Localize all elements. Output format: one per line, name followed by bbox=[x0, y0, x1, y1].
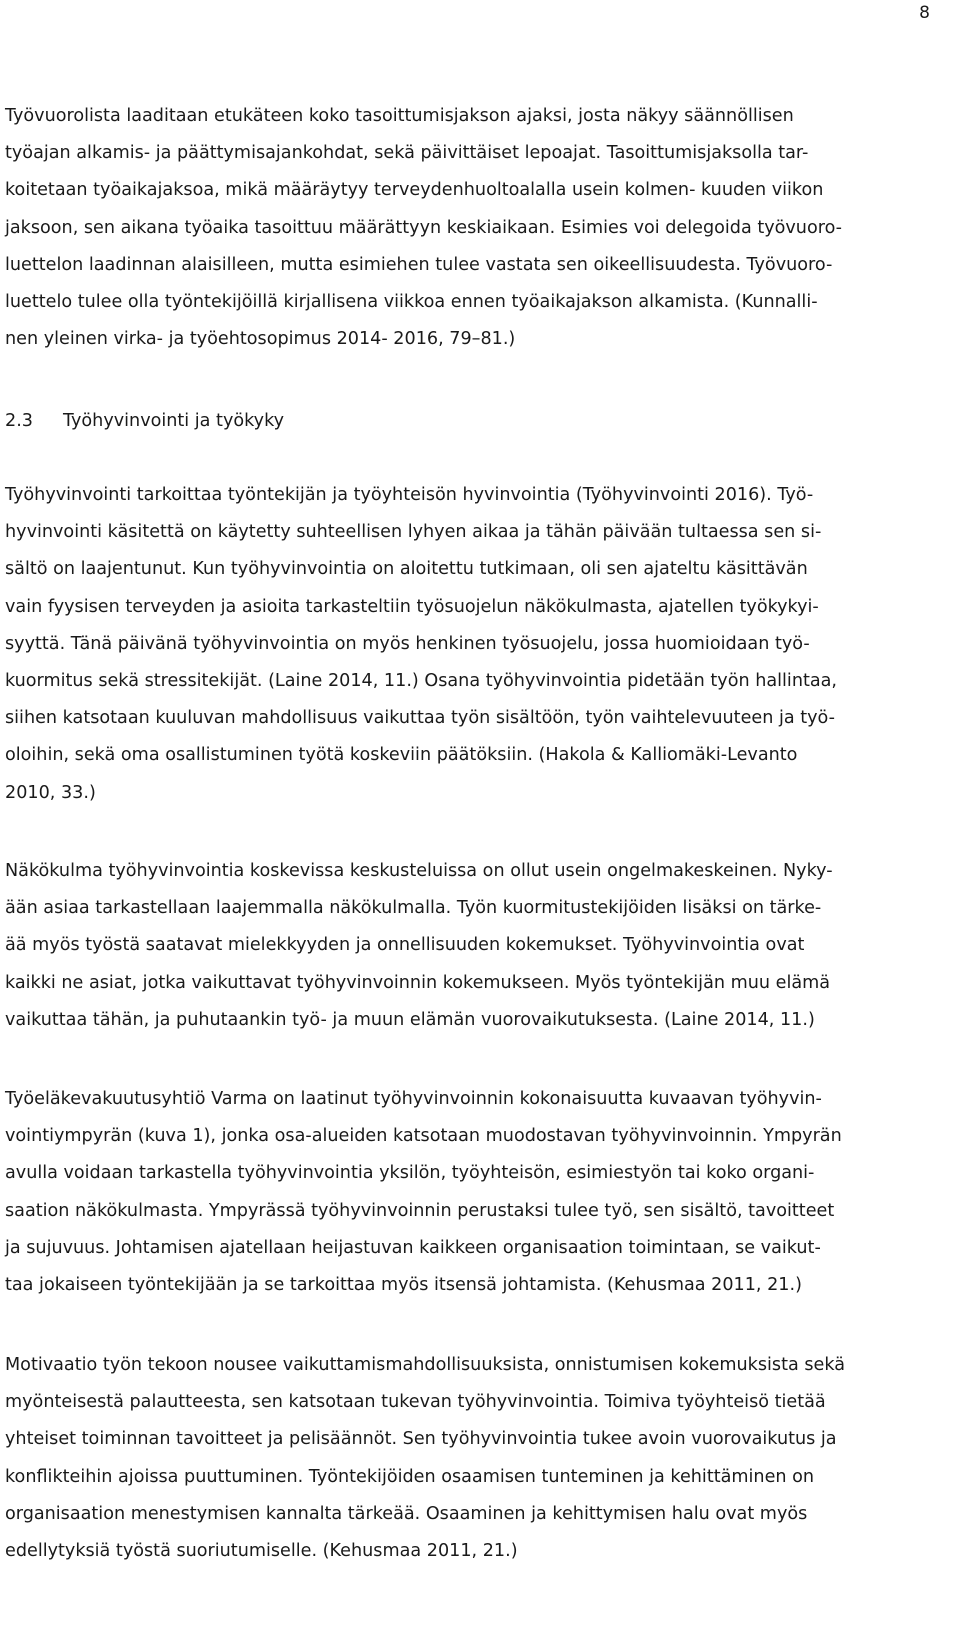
text-line: konflikteihin ajoissa puuttuminen. Työntekijöiden osaamisen tunteminen ja kehittäminen on bbox=[5, 1466, 815, 1487]
text-line: Motivaatio työn tekoon nousee vaikuttamismahdollisuuksista, onnistumisen kokemuksista sekä bbox=[5, 1355, 846, 1375]
text-line: Työhyvinvointi tarkoittaa työntekijän ja työyhteisön hyvinvointia (Työhyvinvointi 2016). Työ- bbox=[5, 485, 814, 505]
paragraph-3 bbox=[5, 1081, 925, 1304]
text-line: hyvinvointi käsitettä on käytetty suhteellisen lyhyen aikaa ja tähän päivään tultaessa sen si- bbox=[5, 522, 822, 543]
text-line: saation näkökulmasta. Ympyrässä työhyvinvoinnin perustaksi tulee työ, sen sisältö, tavoitteet bbox=[5, 1200, 835, 1221]
text-line: siihen katsotaan kuuluvan mahdollisuus vaikuttaa työn sisältöön, työn vaihtelevuuteen ja työ- bbox=[5, 708, 835, 729]
text-line: ää myös työstä saatavat mielekkyyden ja onnellisuuden kokemukset. Työhyvinvointia ovat bbox=[5, 935, 805, 956]
section-number: 2.3 bbox=[5, 411, 33, 431]
text-line: oloihin, sekä oma osallistuminen työtä koskeviin päätöksiin. (Hakola & Kalliomäki-Levanto bbox=[5, 745, 798, 766]
paragraph-4 bbox=[5, 1347, 925, 1570]
text-line: 2010, 33.) bbox=[5, 782, 96, 803]
text-line: vain fyysisen terveyden ja asioita tarkasteltiin työsuojelun näkökulmasta, ajatellen työkykyi- bbox=[5, 596, 819, 617]
text-line: myönteisestä palautteesta, sen katsotaan tukevan työhyvinvointia. Toimiva työyhteisö tietää bbox=[5, 1392, 826, 1413]
intro-paragraph bbox=[5, 98, 925, 358]
text-line: vointiympyrän (kuva 1), jonka osa-alueiden katsotaan muodostavan työhyvinvoinnin. Ympyrän bbox=[5, 1126, 842, 1147]
text-line: luettelon laadinnan alaisilleen, mutta esimiehen tulee vastata sen oikeellisuudesta. Työvuoro- bbox=[5, 254, 833, 275]
text-line: koitetaan työaikajaksoa, mikä määräytyy terveydenhuoltoalalla usein kolmen- kuuden viikon bbox=[5, 180, 824, 201]
text-line: luettelo tulee olla työntekijöillä kirjallisena viikkoa ennen työaikajakson alkamista. (Kunnalli- bbox=[5, 292, 818, 313]
text-line: ja sujuvuus. Johtamisen ajatellaan heijastuvan kaikkeen organisaation toimintaan, se vaikut- bbox=[5, 1237, 821, 1258]
text-line: ään asiaa tarkastellaan laajemmalla näkökulmalla. Työn kuormitustekijöiden lisäksi on tärke- bbox=[5, 898, 822, 919]
section-heading bbox=[5, 403, 284, 440]
text-line: Näkökulma työhyvinvointia koskevissa keskusteluissa on ollut usein ongelmakeskeinen. Nyky- bbox=[5, 861, 833, 881]
text-line: avulla voidaan tarkastella työhyvinvointia yksilön, työyhteisön, esimiestyön tai koko organi- bbox=[5, 1163, 815, 1184]
text-line: taa jokaiseen työntekijään ja se tarkoittaa myös itsensä johtamista. (Kehusmaa 2011, 21.) bbox=[5, 1275, 802, 1296]
paragraph-2 bbox=[5, 853, 925, 1039]
text-line: organisaation menestymisen kannalta tärkeää. Osaaminen ja kehittymisen halu ovat myös bbox=[5, 1503, 808, 1524]
text-line: yhteiset toiminnan tavoitteet ja pelisäännöt. Sen työhyvinvointia tukee avoin vuorovaikutus ja bbox=[5, 1429, 837, 1450]
text-line: työajan alkamis- ja päättymisajankohdat, sekä päivittäiset lepoajat. Tasoittumisjaksolla tar- bbox=[5, 143, 809, 164]
text-line: nen yleinen virka- ja työehtosopimus 2014- 2016, 79–81.) bbox=[5, 329, 516, 350]
text-line: vaikuttaa tähän, ja puhutaankin työ- ja muun elämän vuorovaikutuksesta. (Laine 2014, 11.) bbox=[5, 1009, 815, 1030]
text-line: jaksoon, sen aikana työaika tasoittuu määrättyyn keskiaikaan. Esimies voi delegoida työvuoro- bbox=[5, 217, 843, 238]
text-line: Työvuorolista laaditaan etukäteen koko tasoittumisjakson ajaksi, josta näkyy säännöllisen bbox=[5, 106, 794, 126]
text-line: Työeläkevakuutusyhtiö Varma on laatinut työhyvinvoinnin kokonaisuutta kuvaavan työhyvin- bbox=[5, 1089, 822, 1109]
page-number: 8 bbox=[919, 3, 930, 23]
text-line: syyttä. Tänä päivänä työhyvinvointia on myös henkinen työsuojelu, jossa huomioidaan työ- bbox=[5, 633, 810, 654]
paragraph-1 bbox=[5, 477, 925, 812]
section-title: Työhyvinvointi ja työkyky bbox=[63, 411, 285, 431]
text-line: kuormitus sekä stressitekijät. (Laine 2014, 11.) Osana työhyvinvointia pidetään työn hallintaa, bbox=[5, 671, 838, 692]
text-line: edellytyksiä työstä suoriutumiselle. (Kehusmaa 2011, 21.) bbox=[5, 1541, 518, 1562]
text-line: kaikki ne asiat, jotka vaikuttavat työhyvinvoinnin kokemukseen. Myös työntekijän muu elämä bbox=[5, 972, 831, 993]
text-line: sältö on laajentunut. Kun työhyvinvointia on aloitettu tutkimaan, oli sen ajateltu käsittävän bbox=[5, 559, 808, 580]
